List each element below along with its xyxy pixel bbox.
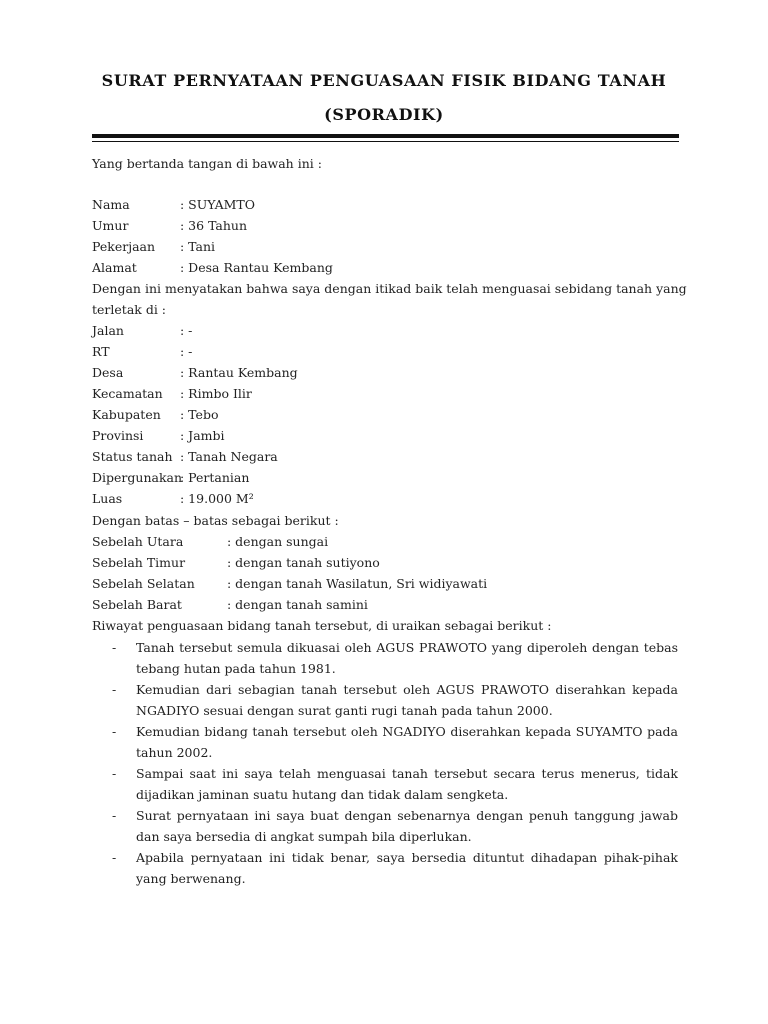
history-bullet-4: - (112, 766, 117, 781)
boundary-value-timur: : dengan tanah sutiyono (227, 555, 380, 570)
location-value-luas: : 19.000 M² (180, 491, 254, 506)
location-label-desa: Desa (92, 365, 124, 380)
location-label-luas: Luas (92, 491, 123, 506)
identity-value-alamat: : Desa Rantau Kembang (180, 260, 333, 275)
history-bullet-6: - (112, 850, 117, 865)
location-value-desa: : Rantau Kembang (180, 365, 298, 380)
location-value-dipergunakan: : Pertanian (180, 470, 250, 485)
document-title: SURAT PERNYATAAN PENGUASAAN FISIK BIDANG TANAH (101, 71, 667, 90)
statement-line-1: Dengan ini menyatakan bahwa saya dengan itikad baik telah menguasai sebidang tanah yang (92, 281, 687, 296)
history-item-6: Apabila pernyataan ini tidak benar, saya bersedia dituntut dihadapan pihak-pihak yang berwenang. (136, 850, 678, 886)
history-item-4: Sampai saat ini saya telah menguasai tanah tersebut secara terus menerus, tidak dijadikan jaminan suatu hutang dan tidak dalam sengketa. (136, 766, 678, 802)
history-intro: Riwayat penguasaan bidang tanah tersebut, di uraikan sebagai berikut : (92, 618, 552, 633)
location-label-dipergunakan: Dipergunakan (92, 470, 183, 485)
location-value-rt: : - (180, 344, 193, 359)
location-value-status: : Tanah Negara (180, 449, 278, 464)
location-label-kecamatan: Kecamatan (92, 386, 163, 401)
history-bullet-2: - (112, 682, 117, 697)
history-item-2: Kemudian dari sebagian tanah tersebut oleh AGUS PRAWOTO diserahkan kepada NGADIYO sesuai dengan surat ganti rugi tanah pada tahun 2000. (136, 682, 678, 718)
boundary-intro: Dengan batas – batas sebagai berikut : (92, 513, 339, 528)
identity-value-umur: : 36 Tahun (180, 218, 248, 233)
boundary-label-utara: Sebelah Utara (92, 534, 184, 549)
title-rule-thick (92, 134, 679, 138)
identity-label-pekerjaan: Pekerjaan (92, 239, 156, 254)
history-bullet-5: - (112, 808, 117, 823)
location-value-kabupaten: : Tebo (180, 407, 219, 422)
history-bullet-3: - (112, 724, 117, 739)
identity-value-pekerjaan: : Tani (180, 239, 216, 254)
location-value-jalan: : - (180, 323, 193, 338)
history-item-1: Tanah tersebut semula dikuasai oleh AGUS PRAWOTO yang diperoleh dengan tebas tebang hutan pada tahun 1981. (136, 640, 678, 676)
history-item-3: Kemudian bidang tanah tersebut oleh NGADIYO diserahkan kepada SUYAMTO pada tahun 2002. (136, 724, 678, 760)
boundary-label-barat: Sebelah Barat (92, 597, 182, 612)
boundary-label-timur: Sebelah Timur (92, 555, 186, 570)
identity-value-nama: : SUYAMTO (180, 197, 255, 212)
location-value-kecamatan: : Rimbo Ilir (180, 386, 252, 401)
title-rule-thin (92, 141, 679, 142)
boundary-label-selatan: Sebelah Selatan (92, 576, 195, 591)
statement-line-2: terletak di : (92, 302, 166, 317)
location-label-jalan: Jalan (92, 323, 124, 338)
identity-label-alamat: Alamat (92, 260, 137, 275)
boundary-value-utara: : dengan sungai (227, 534, 329, 549)
intro-text: Yang bertanda tangan di bawah ini : (92, 156, 322, 171)
location-label-rt: RT (92, 344, 110, 359)
location-label-kabupaten: Kabupaten (92, 407, 161, 422)
identity-label-umur: Umur (92, 218, 129, 233)
location-label-status: Status tanah (92, 449, 173, 464)
location-value-provinsi: : Jambi (180, 428, 225, 443)
boundary-value-selatan: : dengan tanah Wasilatun, Sri widiyawati (227, 576, 488, 591)
history-item-5: Surat pernyataan ini saya buat dengan sebenarnya dengan penuh tanggung jawab dan saya bersedia di angkat sumpah bila diperlukan. (136, 808, 678, 844)
location-label-provinsi: Provinsi (92, 428, 144, 443)
document-subtitle: (SPORADIK) (324, 105, 444, 124)
history-bullet-1: - (112, 640, 117, 655)
identity-label-nama: Nama (92, 197, 130, 212)
boundary-value-barat: : dengan tanah samini (227, 597, 368, 612)
